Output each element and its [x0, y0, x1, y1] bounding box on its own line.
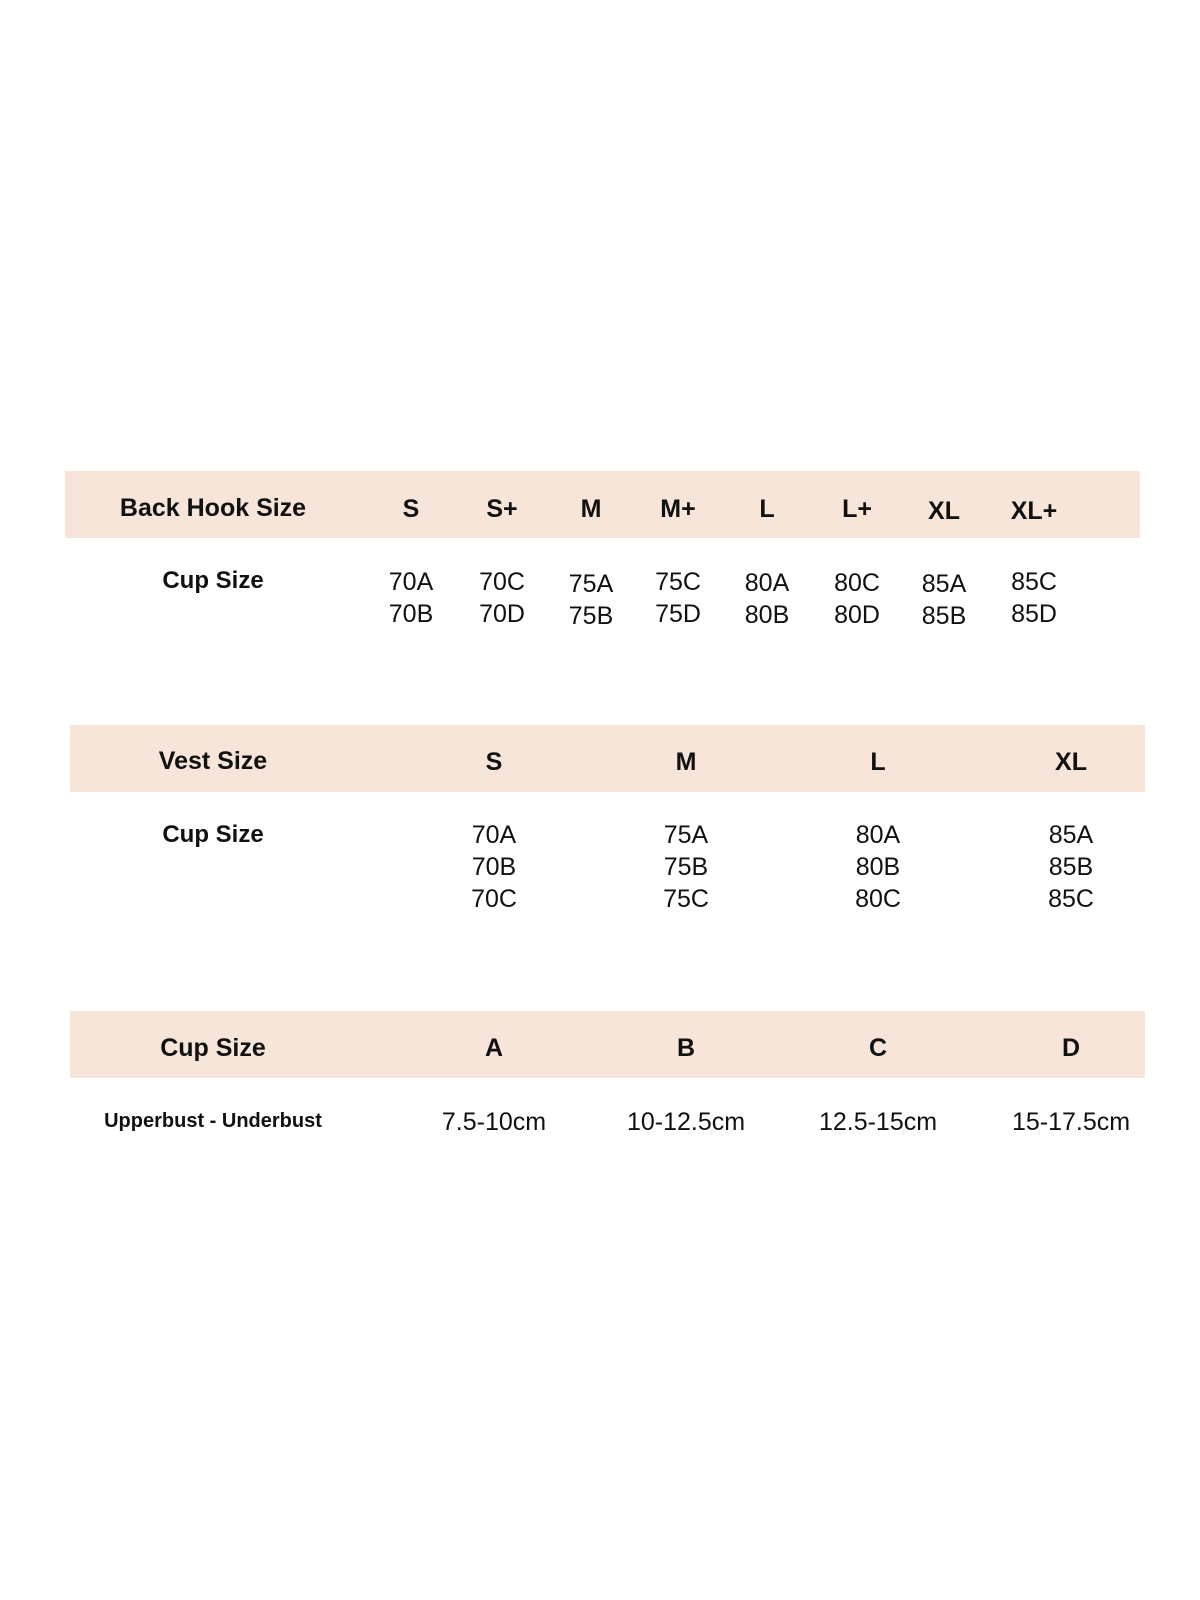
cup-value: 70C	[471, 885, 517, 913]
vest-size-s: S	[485, 748, 503, 776]
vest-cups-l	[855, 819, 901, 915]
vest-size-m: M	[675, 748, 697, 776]
cup-value: 85D	[1011, 600, 1057, 628]
cup-value: 85C	[1048, 885, 1094, 913]
back-hook-cups-xl	[922, 568, 966, 632]
cup-value: 85B	[921, 602, 967, 630]
cup-letter-a: A	[484, 1034, 504, 1062]
back-hook-size-xl-plus: XL+	[1010, 497, 1058, 525]
vest-cups-s	[471, 819, 517, 915]
back-hook-cup-size-label: Cup Size	[162, 567, 264, 594]
cup-range-a: 7.5-10cm	[441, 1108, 547, 1136]
cup-value: 75B	[568, 602, 614, 630]
cup-value: 75A	[663, 821, 709, 849]
cup-value: 70B	[471, 853, 517, 881]
back-hook-size-s-plus: S+	[486, 495, 518, 523]
cup-letter-b: B	[676, 1034, 696, 1062]
cup-value: 80A	[855, 821, 901, 849]
back-hook-cups-s	[389, 566, 433, 630]
vest-size-xl: XL	[1055, 748, 1087, 776]
cup-value: 80C	[855, 885, 901, 913]
back-hook-cups-l	[745, 567, 789, 631]
back-hook-size-m: M	[580, 495, 602, 523]
back-hook-size-m-plus: M+	[660, 495, 696, 523]
back-hook-cups-xl-plus	[1011, 566, 1057, 630]
cup-value: 85A	[921, 570, 967, 598]
back-hook-size-l: L	[759, 495, 775, 523]
cup-value: 85B	[1048, 853, 1094, 881]
back-hook-cups-m-plus	[655, 566, 701, 630]
cup-value: 70A	[388, 568, 434, 596]
back-hook-cups-s-plus	[479, 566, 525, 630]
cup-value: 75C	[663, 885, 709, 913]
cup-value: 75D	[655, 600, 701, 628]
cup-value: 80B	[855, 853, 901, 881]
back-hook-size-l-plus: L+	[842, 495, 872, 523]
cup-value: 70D	[479, 600, 525, 628]
cup-value: 80B	[744, 601, 790, 629]
cup-value: 70B	[388, 600, 434, 628]
vest-cups-xl	[1048, 819, 1094, 915]
upperbust-underbust-label: Upperbust - Underbust	[104, 1110, 322, 1132]
cup-value: 85A	[1048, 821, 1094, 849]
back-hook-size-xl: XL	[928, 497, 960, 525]
cup-value: 75C	[655, 568, 701, 596]
cup-value: 70C	[479, 568, 525, 596]
cup-value: 75A	[568, 570, 614, 598]
vest-size-label: Vest Size	[158, 747, 268, 775]
back-hook-size-label: Back Hook Size	[119, 494, 307, 522]
cup-value: 70A	[471, 821, 517, 849]
cup-range-c: 12.5-15cm	[818, 1108, 938, 1136]
back-hook-cups-l-plus	[834, 567, 880, 631]
cup-value: 85C	[1011, 568, 1057, 596]
back-hook-cups-m	[569, 568, 613, 632]
back-hook-size-s: S	[402, 495, 420, 523]
cup-value: 80A	[744, 569, 790, 597]
vest-cup-size-label: Cup Size	[162, 821, 264, 848]
vest-size-l: L	[870, 748, 886, 776]
cup-letter-c: C	[868, 1034, 888, 1062]
cup-range-d: 15-17.5cm	[1011, 1108, 1131, 1136]
cup-value: 75B	[663, 853, 709, 881]
cup-size-header-label: Cup Size	[160, 1034, 266, 1062]
cup-value: 80C	[834, 569, 880, 597]
vest-cups-m	[663, 819, 709, 915]
cup-letter-d: D	[1061, 1034, 1081, 1062]
cup-value: 80D	[834, 601, 880, 629]
cup-range-b: 10-12.5cm	[626, 1108, 746, 1136]
